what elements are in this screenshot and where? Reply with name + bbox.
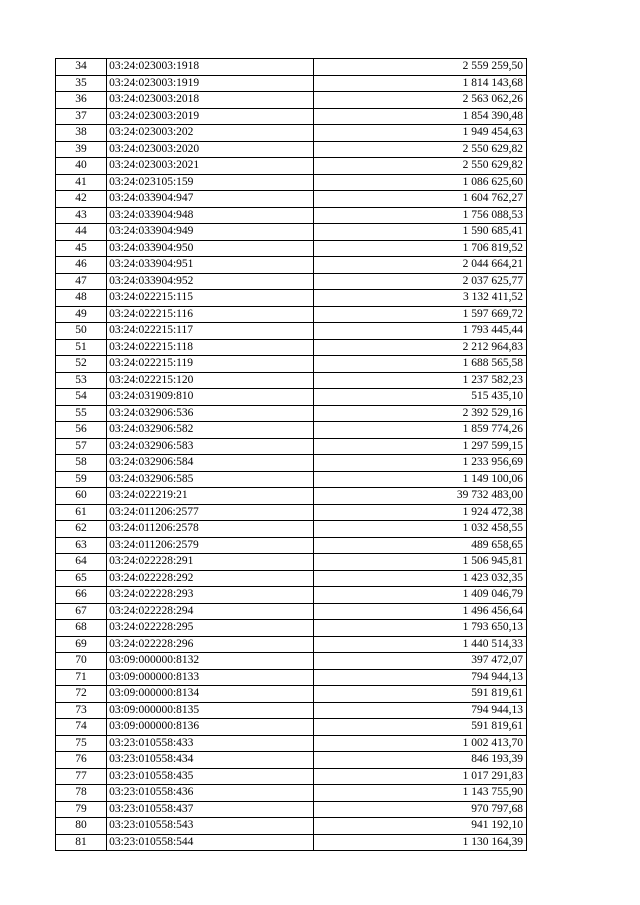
cadastral-number-cell: 03:24:022228:292 [107,570,314,587]
table-row [56,735,527,752]
row-number-cell: 63 [56,537,107,554]
cadastral-number-cell: 03:24:022228:294 [107,603,314,620]
cadastral-number-cell: 03:09:000000:8136 [107,719,314,736]
value-cell: 970 797,68 [314,801,527,818]
value-cell: 1 793 650,13 [314,620,527,637]
table-row [56,405,527,422]
cadastral-number-cell: 03:24:023003:2021 [107,158,314,175]
table-row [56,818,527,835]
cadastral-number-cell: 03:24:023105:159 [107,174,314,191]
row-number-cell: 71 [56,669,107,686]
row-number-cell: 62 [56,521,107,538]
cadastral-number-cell: 03:24:032906:585 [107,471,314,488]
row-number-cell: 77 [56,768,107,785]
value-cell: 1 440 514,33 [314,636,527,653]
table-row [56,174,527,191]
row-number-cell: 74 [56,719,107,736]
table-row [56,504,527,521]
row-number-cell: 61 [56,504,107,521]
cadastral-number-cell: 03:24:022219:21 [107,488,314,505]
cadastral-value-table [55,58,527,851]
table-row [56,636,527,653]
table-row [56,240,527,257]
row-number-cell: 65 [56,570,107,587]
cadastral-number-cell: 03:24:022228:291 [107,554,314,571]
row-number-cell: 69 [56,636,107,653]
cadastral-number-cell: 03:09:000000:8134 [107,686,314,703]
value-cell: 1 506 945,81 [314,554,527,571]
cadastral-number-cell: 03:24:022228:293 [107,587,314,604]
table-row [56,455,527,472]
cadastral-number-cell: 03:23:010558:434 [107,752,314,769]
row-number-cell: 79 [56,801,107,818]
row-number-cell: 60 [56,488,107,505]
row-number-cell: 78 [56,785,107,802]
cadastral-number-cell: 03:09:000000:8132 [107,653,314,670]
cadastral-number-cell: 03:24:011206:2579 [107,537,314,554]
value-cell: 39 732 483,00 [314,488,527,505]
value-cell: 2 044 664,21 [314,257,527,274]
table-row [56,191,527,208]
value-cell: 941 192,10 [314,818,527,835]
cadastral-number-cell: 03:24:032906:582 [107,422,314,439]
value-cell: 3 132 411,52 [314,290,527,307]
value-cell: 794 944,13 [314,702,527,719]
cadastral-number-cell: 03:24:033904:948 [107,207,314,224]
cadastral-number-cell: 03:24:023003:202 [107,125,314,142]
table-row [56,702,527,719]
row-number-cell: 43 [56,207,107,224]
row-number-cell: 68 [56,620,107,637]
row-number-cell: 80 [56,818,107,835]
row-number-cell: 66 [56,587,107,604]
cadastral-number-cell: 03:24:033904:951 [107,257,314,274]
value-cell: 2 037 625,77 [314,273,527,290]
row-number-cell: 53 [56,372,107,389]
cadastral-number-cell: 03:24:011206:2577 [107,504,314,521]
value-cell: 2 212 964,83 [314,339,527,356]
value-cell: 1 423 032,35 [314,570,527,587]
cadastral-number-cell: 03:24:033904:950 [107,240,314,257]
table-row [56,587,527,604]
value-cell: 1 409 046,79 [314,587,527,604]
cadastral-number-cell: 03:23:010558:436 [107,785,314,802]
table-row [56,537,527,554]
cadastral-number-cell: 03:24:022215:119 [107,356,314,373]
value-cell: 1 924 472,38 [314,504,527,521]
table-row [56,834,527,851]
row-number-cell: 45 [56,240,107,257]
table-row [56,603,527,620]
table-row [56,389,527,406]
value-cell: 846 193,39 [314,752,527,769]
row-number-cell: 48 [56,290,107,307]
row-number-cell: 67 [56,603,107,620]
table-row [56,158,527,175]
table-row [56,306,527,323]
row-number-cell: 36 [56,92,107,109]
cadastral-number-cell: 03:24:023003:2019 [107,108,314,125]
value-cell: 1 859 774,26 [314,422,527,439]
cadastral-number-cell: 03:09:000000:8133 [107,669,314,686]
row-number-cell: 41 [56,174,107,191]
cadastral-number-cell: 03:23:010558:433 [107,735,314,752]
row-number-cell: 51 [56,339,107,356]
cadastral-number-cell: 03:24:022215:115 [107,290,314,307]
value-cell: 1 793 445,44 [314,323,527,340]
cadastral-number-cell: 03:24:022228:296 [107,636,314,653]
value-cell: 2 392 529,16 [314,405,527,422]
value-cell: 1 017 291,83 [314,768,527,785]
cadastral-number-cell: 03:24:033904:947 [107,191,314,208]
value-cell: 1 590 685,41 [314,224,527,241]
table-row [56,768,527,785]
table-row [56,108,527,125]
value-cell: 2 563 062,26 [314,92,527,109]
row-number-cell: 58 [56,455,107,472]
table-row [56,372,527,389]
table-row [56,488,527,505]
cadastral-number-cell: 03:24:023003:2018 [107,92,314,109]
value-cell: 1 814 143,68 [314,75,527,92]
table-row [56,669,527,686]
table-row [56,257,527,274]
cadastral-number-cell: 03:24:022215:118 [107,339,314,356]
table-row [56,141,527,158]
table-row [56,290,527,307]
table-row [56,653,527,670]
table-row [56,339,527,356]
value-cell: 1 002 413,70 [314,735,527,752]
row-number-cell: 64 [56,554,107,571]
cadastral-number-cell: 03:24:022215:116 [107,306,314,323]
value-cell: 1 237 582,23 [314,372,527,389]
row-number-cell: 72 [56,686,107,703]
value-cell: 591 819,61 [314,719,527,736]
value-cell: 1 706 819,52 [314,240,527,257]
cadastral-number-cell: 03:23:010558:544 [107,834,314,851]
table-row [56,59,527,76]
table-row [56,323,527,340]
table-row [56,719,527,736]
value-cell: 1 086 625,60 [314,174,527,191]
value-cell: 515 435,10 [314,389,527,406]
table-row [56,356,527,373]
value-cell: 1 854 390,48 [314,108,527,125]
table-row [56,752,527,769]
row-number-cell: 39 [56,141,107,158]
value-cell: 2 559 259,50 [314,59,527,76]
table-row [56,207,527,224]
table-row [56,438,527,455]
row-number-cell: 81 [56,834,107,851]
row-number-cell: 47 [56,273,107,290]
row-number-cell: 37 [56,108,107,125]
cadastral-number-cell: 03:24:032906:583 [107,438,314,455]
cadastral-number-cell: 03:24:023003:1919 [107,75,314,92]
row-number-cell: 44 [56,224,107,241]
row-number-cell: 76 [56,752,107,769]
value-cell: 397 472,07 [314,653,527,670]
table-row [56,620,527,637]
table-row [56,92,527,109]
row-number-cell: 35 [56,75,107,92]
value-cell: 2 550 629,82 [314,158,527,175]
row-number-cell: 54 [56,389,107,406]
value-cell: 1 756 088,53 [314,207,527,224]
value-cell: 1 130 164,39 [314,834,527,851]
value-cell: 1 949 454,63 [314,125,527,142]
row-number-cell: 40 [56,158,107,175]
value-cell: 1 496 456,64 [314,603,527,620]
table-row [56,125,527,142]
table-body [56,59,527,851]
table-row [56,75,527,92]
value-cell: 2 550 629,82 [314,141,527,158]
cadastral-number-cell: 03:24:022215:120 [107,372,314,389]
cadastral-number-cell: 03:09:000000:8135 [107,702,314,719]
row-number-cell: 49 [56,306,107,323]
value-cell: 1 688 565,58 [314,356,527,373]
table-row [56,422,527,439]
table-row [56,785,527,802]
row-number-cell: 52 [56,356,107,373]
row-number-cell: 42 [56,191,107,208]
row-number-cell: 56 [56,422,107,439]
table-row [56,471,527,488]
row-number-cell: 55 [56,405,107,422]
row-number-cell: 50 [56,323,107,340]
row-number-cell: 70 [56,653,107,670]
value-cell: 1 032 458,55 [314,521,527,538]
cadastral-number-cell: 03:24:031909:810 [107,389,314,406]
value-cell: 1 604 762,27 [314,191,527,208]
table-row [56,686,527,703]
value-cell: 1 143 755,90 [314,785,527,802]
cadastral-number-cell: 03:24:022228:295 [107,620,314,637]
cadastral-number-cell: 03:24:033904:949 [107,224,314,241]
cadastral-number-cell: 03:24:032906:584 [107,455,314,472]
cadastral-number-cell: 03:24:011206:2578 [107,521,314,538]
table-row [56,801,527,818]
row-number-cell: 34 [56,59,107,76]
value-cell: 591 819,61 [314,686,527,703]
cadastral-number-cell: 03:24:022215:117 [107,323,314,340]
value-cell: 1 149 100,06 [314,471,527,488]
row-number-cell: 59 [56,471,107,488]
row-number-cell: 38 [56,125,107,142]
cadastral-number-cell: 03:23:010558:435 [107,768,314,785]
value-cell: 489 658,65 [314,537,527,554]
cadastral-number-cell: 03:24:023003:1918 [107,59,314,76]
cadastral-number-cell: 03:24:023003:2020 [107,141,314,158]
cadastral-number-cell: 03:23:010558:437 [107,801,314,818]
row-number-cell: 73 [56,702,107,719]
value-cell: 794 944,13 [314,669,527,686]
cadastral-number-cell: 03:23:010558:543 [107,818,314,835]
table-row [56,570,527,587]
table-row [56,554,527,571]
row-number-cell: 57 [56,438,107,455]
row-number-cell: 75 [56,735,107,752]
value-cell: 1 233 956,69 [314,455,527,472]
table-row [56,521,527,538]
cadastral-number-cell: 03:24:033904:952 [107,273,314,290]
row-number-cell: 46 [56,257,107,274]
value-cell: 1 597 669,72 [314,306,527,323]
table-row [56,273,527,290]
value-cell: 1 297 599,15 [314,438,527,455]
table-row [56,224,527,241]
cadastral-number-cell: 03:24:032906:536 [107,405,314,422]
